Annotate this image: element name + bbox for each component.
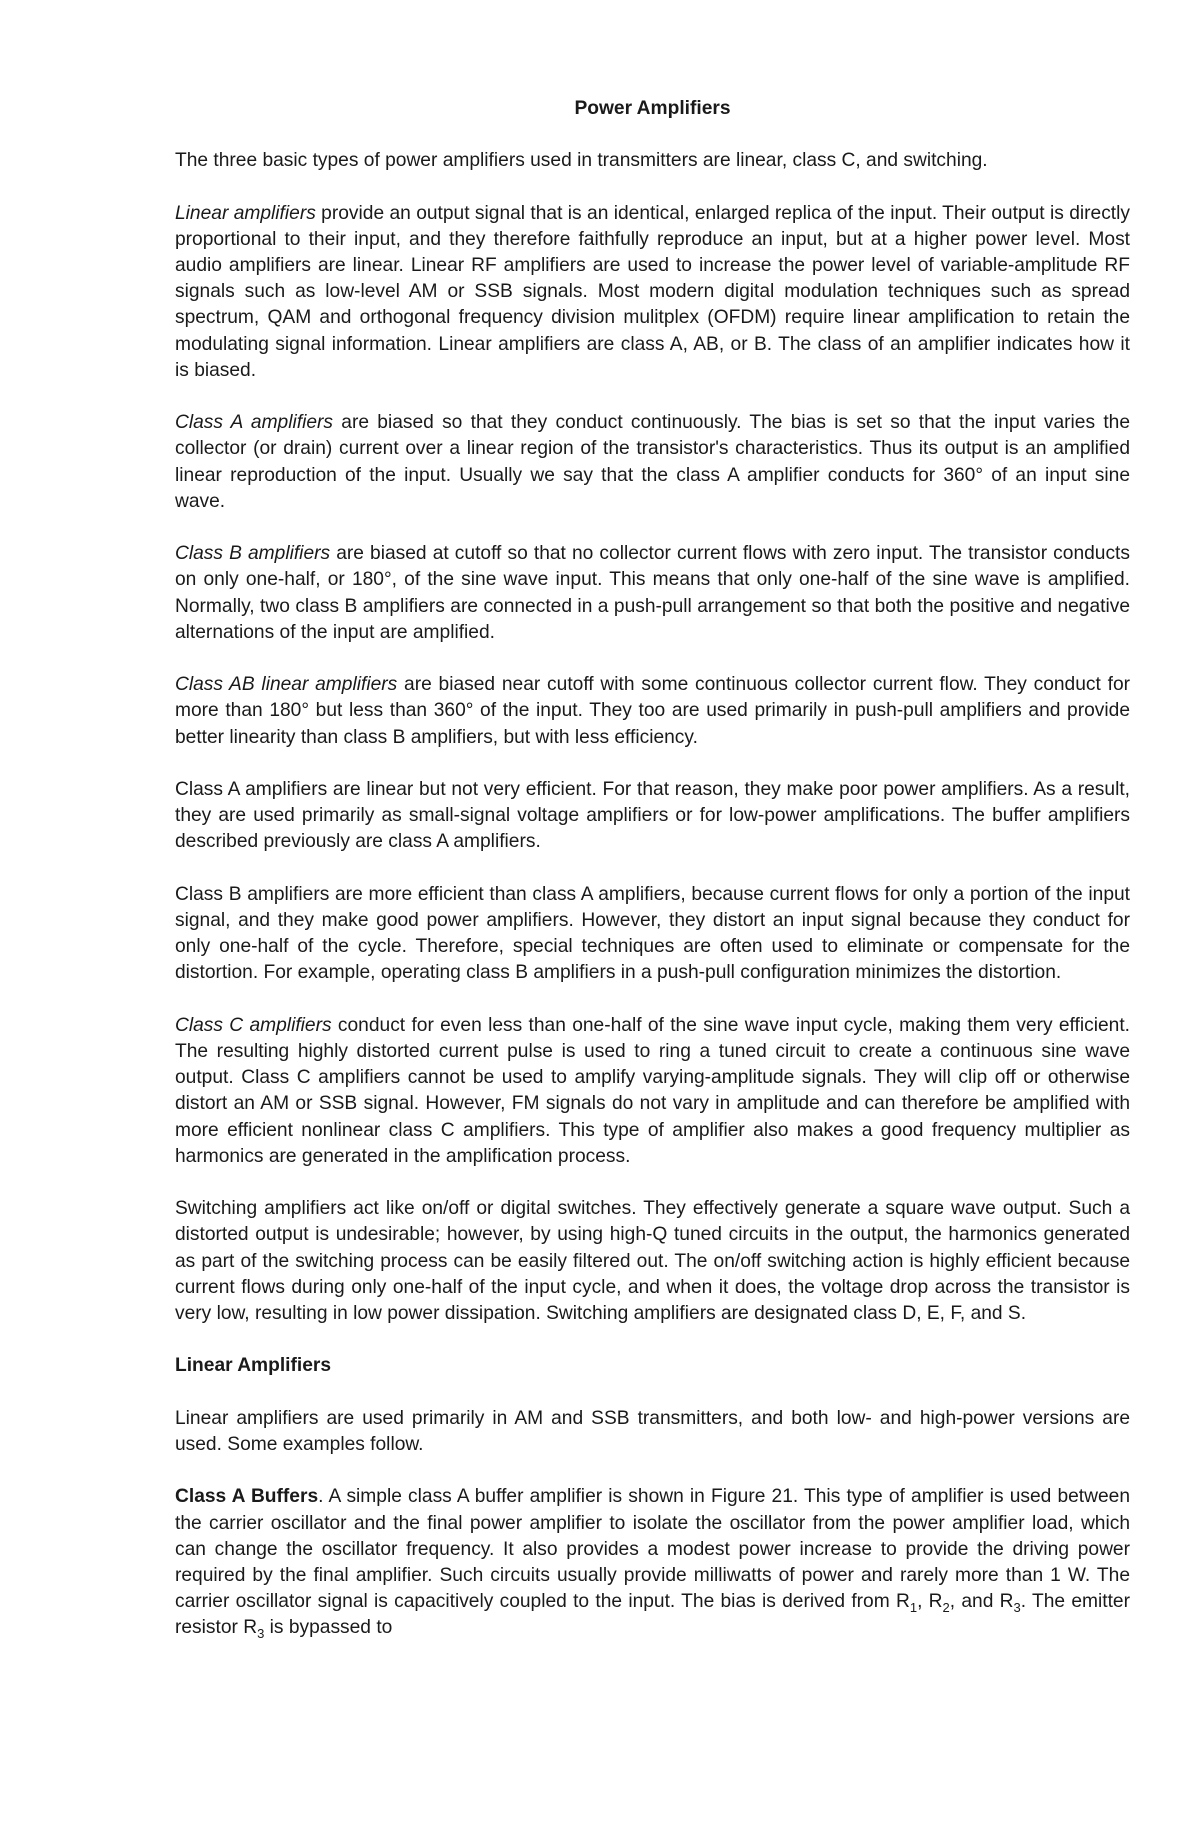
term-class-c: Class C amplifiers xyxy=(175,1014,332,1036)
term-class-b: Class B amplifiers xyxy=(175,543,331,565)
class-c-paragraph xyxy=(175,1013,1130,1170)
class-ab-text: are biased near cutoff with some continuous collector current flow. They conduct for more than 180° but less than 360° of the input. They too are used primarily in push-pull amplifiers and provide better linearity than class B amplifiers, but with less efficiency. xyxy=(175,674,1130,748)
class-a-buffers-paragraph: Class A Buffers. A simple class A buffer amplifier is shown in Figure 21. This type of amplifier is used between the carrier oscillator and the final power amplifier to isolate the oscillator from the power amplifier load, which can change the oscillator frequency. It also provides a modest power increase to provide the driving power required by the final amplifier. Such circuits usually provide milliwatts of power and rarely more than 1 W. The carrier oscillator signal is capacitively coupled to the input. The bias is derived from $R_1$, $R_2$, and $R_3$. The emitter resistor $R_3$ is bypassed to xyxy=(175,1486,1131,1642)
linear-amplifiers-paragraph xyxy=(175,201,1130,384)
class-a-efficiency-paragraph: Class A amplifiers are linear but not very efficient. For that reason, they make poor power amplifiers. As a result, they are used primarily as small-signal voltage amplifiers or for low-power amplifications. The buffer amplifiers described previously are class A amplifiers. xyxy=(175,779,1130,853)
linear-amplifiers-heading: Linear Amplifiers xyxy=(175,1355,332,1377)
switching-paragraph: Switching amplifiers act like on/off or digital switches. They effectively generate a square wave output. Such a distorted output is undesirable; however, by using high-Q tuned circuits in the output, the harmonics generated as part of the switching process can be easily filtered out. The on/off switching action is highly efficient because current flows during only one-half of the input cycle, and when it does, the voltage drop across the transistor is very low, resulting in low power dissipation. Switching amplifiers are designated class D, E, F, and S. xyxy=(175,1198,1130,1325)
term-linear-amplifiers: Linear amplifiers xyxy=(175,202,316,224)
intro-paragraph: The three basic types of power amplifiers used in transmitters are linear, class C, and switching. xyxy=(175,150,988,172)
term-class-a: Class A amplifiers xyxy=(175,412,333,434)
document-page xyxy=(175,96,1130,1668)
class-ab-paragraph xyxy=(175,672,1130,751)
linear-amplifiers-text: provide an output signal that is an identical, enlarged replica of the input. Their output is directly proportional to their input, and they therefore faithfully reproduce an input, but at a higher power level. Most audio amplifiers are linear. Linear RF amplifiers are used to increase the power level of variable-amplitude RF signals such as low-level AM or SSB signals. Most modern digital modulation techniques such as spread spectrum, QAM and orthogonal frequency division mulitplex (OFDM) require linear amplification to retain the modulating signal information. Linear amplifiers are class A, AB, or B. The class of an amplifier indicates how it is biased. xyxy=(175,202,1130,381)
class-a-text: are biased so that they conduct continuously. The bias is set so that the input varies the collector (or drain) current over a linear region of the transistor's characteristics. Thus its output is an amplified linear reproduction of the input. Usually we say that the class A amplifier conducts for 360° of an input sine wave. xyxy=(175,412,1130,512)
term-class-a-buffers: Class A Buffers xyxy=(175,1486,319,1508)
page-title: Power Amplifiers xyxy=(574,98,731,119)
class-b-text: are biased at cutoff so that no collector current flows with zero input. The transistor conducts on only one-half, or 180°, of the sine wave input. This means that only one-half of the sine wave is amplified. Normally, two class B amplifiers are connected in a push-pull arrangement so that both the positive and negative alternations of the input are amplified. xyxy=(175,543,1130,643)
class-b-efficiency-paragraph: Class B amplifiers are more efficient than class A amplifiers, because current flows for only a portion of the input signal, and they make good power amplifiers. However, they distort an input signal because they conduct for only one-half of the cycle. Therefore, special techniques are often used to eliminate or compensate for the distortion. For example, operating class B amplifiers in a push-pull configuration minimizes the distortion. xyxy=(175,883,1130,984)
class-a-paragraph xyxy=(175,410,1130,515)
term-class-ab: Class AB linear amplifiers xyxy=(175,674,398,696)
linear-intro-paragraph: Linear amplifiers are used primarily in AM and SSB transmitters, and both low- and high-power versions are used. Some examples follow. xyxy=(175,1407,1130,1455)
class-c-text: conduct for even less than one-half of the sine wave input cycle, making them very efficient. The resulting highly distorted current pulse is used to ring a tuned circuit to create a continuous sine wave output. Class C amplifiers cannot be used to amplify varying-amplitude signals. They will clip off or otherwise distort an AM or SSB signal. However, FM signals do not vary in amplitude and can therefore be amplified with more efficient nonlinear class C amplifiers. This type of amplifier also makes a good frequency multiplier as harmonics are generated in the amplification process. xyxy=(175,1014,1130,1167)
class-b-paragraph xyxy=(175,541,1130,646)
